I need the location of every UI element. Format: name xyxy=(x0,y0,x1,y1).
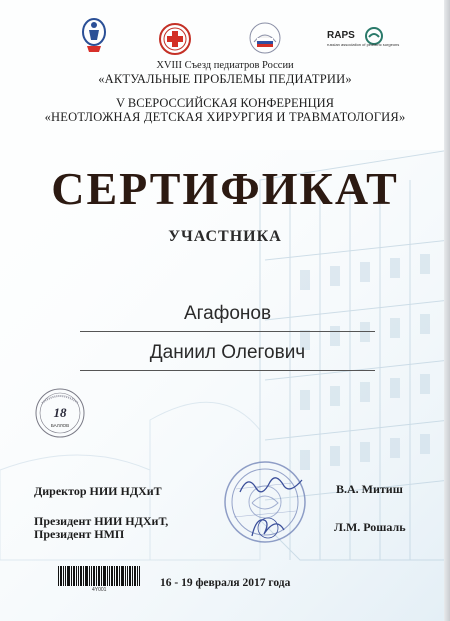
event-dates: 16 - 19 февраля 2017 года xyxy=(160,577,291,589)
signature-roshal xyxy=(246,512,290,542)
paper-edge-shadow xyxy=(444,0,450,621)
credit-points-stamp xyxy=(34,387,86,439)
barcode xyxy=(58,566,140,586)
signatory-role-director: Директор НИИ НДХиТ xyxy=(34,484,162,498)
medical-cross-logo xyxy=(158,22,192,56)
participant-surname: Агафонов xyxy=(80,303,375,332)
participant-given-names: Даниил Олегович xyxy=(80,342,375,371)
signatory-role-president-2: Президент НМП xyxy=(34,527,125,541)
signature-mitish xyxy=(236,470,306,500)
conference-title: V ВСЕРОССИЙСКАЯ КОНФЕРЕНЦИЯ xyxy=(115,96,334,110)
signatory-name-mitish: В.А. Митиш xyxy=(336,482,403,496)
raps-subtitle: russian association of pediatric surgeons xyxy=(327,42,400,47)
pediatric-union-logo xyxy=(79,16,109,56)
signatory-role-president-1: Президент НИИ НДХиТ, xyxy=(34,514,169,528)
raps-label: RAPS xyxy=(327,30,355,41)
congress-theme: «АКТУАЛЬНЫЕ ПРОБЛЕМЫ ПЕДИАТРИИ» xyxy=(98,72,352,86)
national-medical-chamber-logo xyxy=(244,20,286,56)
conference-theme: «НЕОТЛОЖНАЯ ДЕТСКАЯ ХИРУРГИЯ И ТРАВМАТОЛОГИЯ» xyxy=(44,110,406,124)
congress-title: XVIII Съезд педиатров России xyxy=(156,60,294,71)
barcode-number: 4Y001 xyxy=(92,587,107,593)
credit-points-label: БАЛЛОВ xyxy=(50,423,70,428)
credit-points-value: 18 xyxy=(53,405,67,420)
certificate-subtitle: УЧАСТНИКА xyxy=(168,228,282,245)
signatory-name-roshal: Л.М. Рошаль xyxy=(334,520,406,534)
certificate-title: СЕРТИФИКАТ xyxy=(51,163,399,214)
logo-strip xyxy=(0,14,450,64)
